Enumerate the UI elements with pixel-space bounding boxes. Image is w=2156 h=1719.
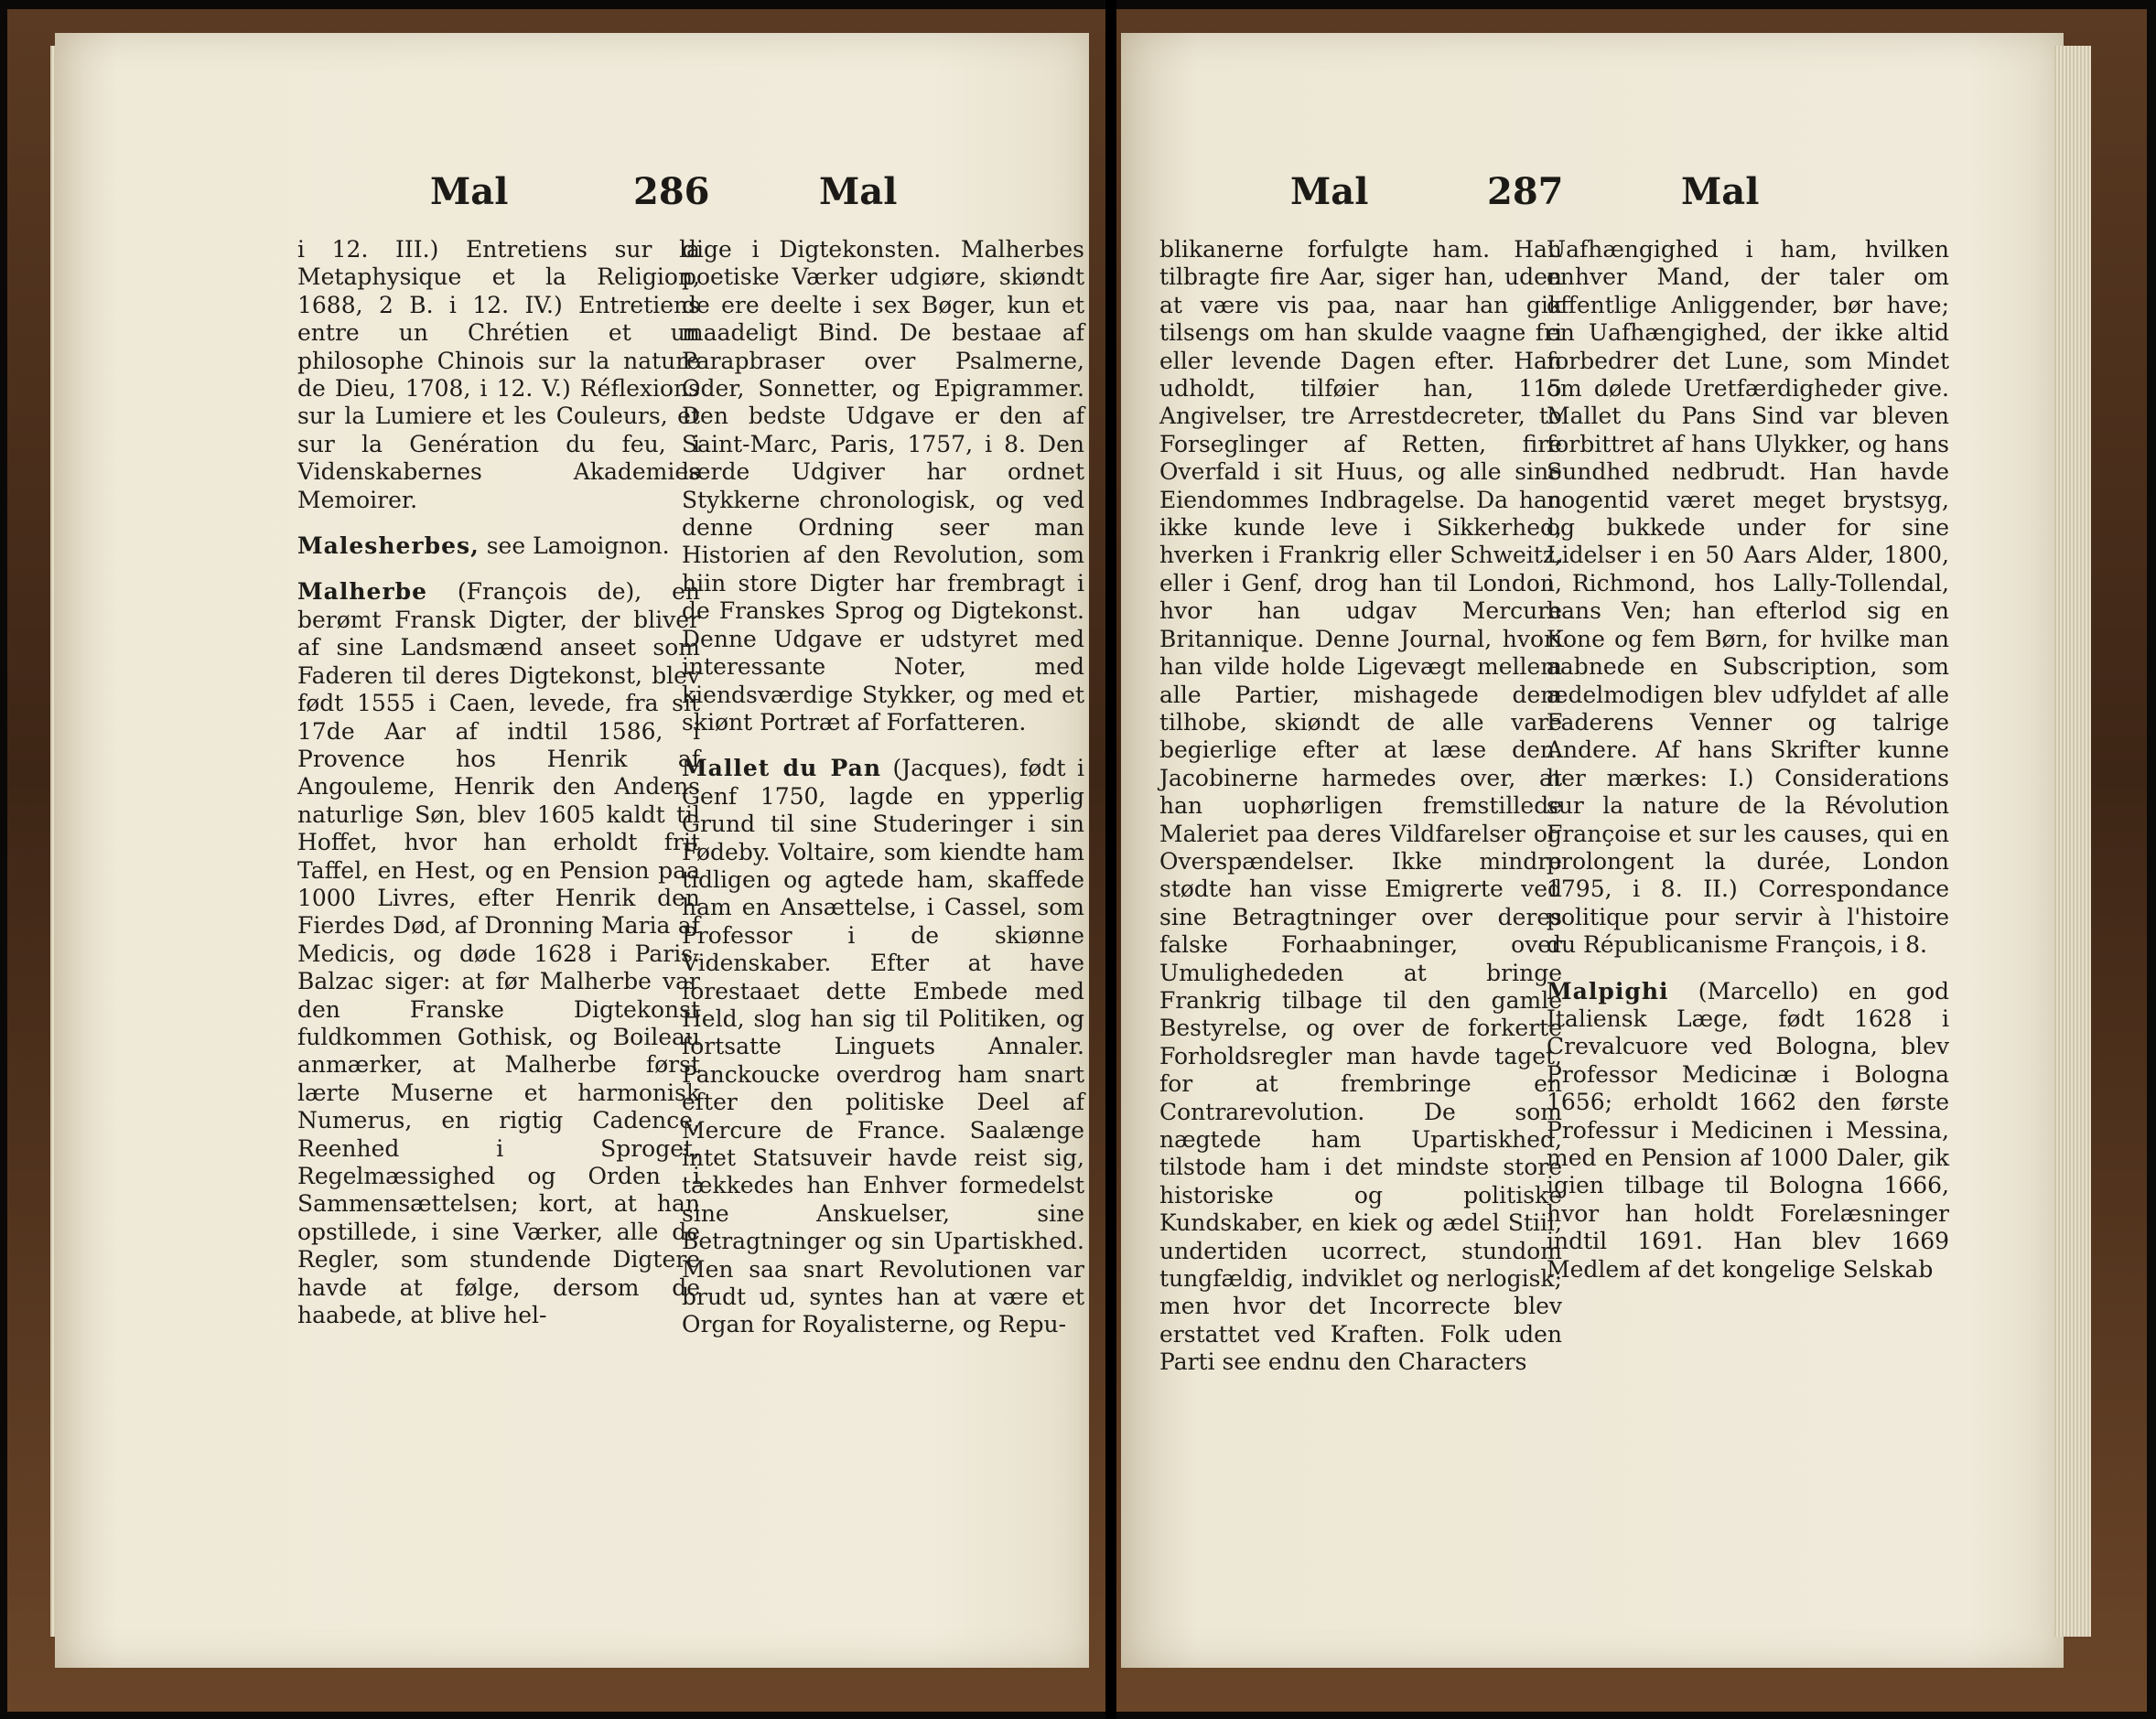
entry (1547, 236, 1949, 960)
entry-text: blikanerne forfulgte ham. Han tilbragte fire Aar, siger han, uden at være vis paa, naar han gik tilsengs om han skulde vaagne fri eller levende Dagen efter. Han udholdt, tilføier han, 115 Angivelser, tre Arrestdecreter, to Forseglinger af Retten, fire Overfald i sit Huus, og alle sine Eiendommes Indbragelse. Da han ikke kunde leve i Sikkerhed, hverken i Frankrig eller Schweitz, eller i Genf, drog han til London, hvor han udgav Mercure Britannique. Denne Journal, hvori han vilde holde Ligevægt mellem alle Partier, mishagede dem tilhobe, skiøndt de alle vare begierlige efter at læse den. Jacobinerne harmedes over, at han uophørligen fremstillede Maleriet paa deres Vildfarelser og Overspændelser. Ikke mindre stødte han visse Emigrerte ved sine Betragtninger over deres falske Forhaabninger, over Umulighededen at bringe Frankrig tilbage til den gamle Bestyrelse, og over de forkerte Forholdsregler man havde taget, for at frembringe en Contrarevolution. De som nægtede ham Upartiskhed, tilstode ham i det mindste store historiske og politiske Kundskaber, en kiek og ædel Stiil, undertiden ucorrect, stundom tungfældig, indviklet og nerlogisk; men hvor det Incorrecte blev erstattet ved Kraften. Folk uden Parti see endnu den Characters (1159, 236, 1562, 1376)
left-page-column-2 (682, 236, 1084, 1339)
entry-malpighi (1547, 978, 1949, 1284)
header-right-word: Mal (1681, 170, 1760, 213)
entry (1159, 236, 1562, 1377)
entry-text: i 12. III.) Entretiens sur la Metaphysique et la Religion, 1688, 2 B. i 12. IV.) Entretiens entre un Chrétien et un philosophe Chinois sur la nature de Dieu, 1708, i 12. V.) Réflexions sur la Lumiere et les Couleurs, et sur la Genération du feu, i Videnskabernes Akademies Memoirer. (297, 236, 700, 513)
page-number: 286 (633, 170, 710, 213)
entry-headword: Malpighi (1547, 977, 1669, 1005)
entry-text: Uafhængighed i ham, hvilken enhver Mand, der taler om offentlige Anliggender, bør have; en Uafhængighed, der ikke altid forbedrer det Lune, som Mindet om dølede Uretfærdigheder give. Mallet du Pans Sind var bleven forbittret af hans Ulykker, og hans Sundhed nedbrudt. Han havde nogentid været meget brystsyg, og bukkede under for sine Lidelser i en 50 Aars Alder, 1800, i Richmond, hos Lally-Tollendal, hans Ven; han efterlod sig en Kone og fem Børn, for hvilke man aabnede en Subscription, som ædelmodigen blev udfyldet af alle Faderens Venner og talrige Andere. Af hans Skrifter kunne her mærkes: I.) Considerations sur la nature de la Révolution Françoise et sur les causes, qui en prolongent la durée, London 1795, i 8. II.) Correspondance politique pour servir à l'histoire du Républicanisme François, i 8. (1547, 236, 1949, 959)
entry-headword: Mallet du Pan (682, 755, 882, 782)
right-page (1121, 33, 2064, 1668)
entry (297, 236, 700, 514)
header-left-word: Mal (430, 170, 509, 213)
entry-headword: Malesherbes, (297, 532, 480, 560)
right-page-column-2 (1547, 236, 1949, 1284)
left-page-column-1 (297, 236, 700, 1329)
entry-text: dige i Digtekonsten. Malherbes poetiske Værker udgiøre, skiøndt de ere deelte i sex Bøger, kun et maadeligt Bind. De bestaae af Parapbraser over Psalmerne, Oder, Sonnetter, og Epigrammer. Den bedste Udgave er den af Saint-Marc, Paris, 1757, i 8. Den lærde Udgiver har ordnet Stykkerne chronologisk, og ved denne Ordning seer man Historien af den Revolution, som hiin store Digter har frembragt i de Franskes Sprog og Digtekonst. Denne Udgave er udstyret med interessante Noter, med kiendsværdige Stykker, og med et skiønt Portræt af Forfatteren. (682, 236, 1084, 736)
spread-divider (1105, 0, 1116, 1719)
page-number: 287 (1487, 170, 1564, 213)
entry-malherbe (297, 578, 700, 1329)
entry-headword: Malherbe (297, 578, 428, 606)
right-page-column-1 (1159, 236, 1562, 1377)
left-page (55, 33, 1089, 1668)
entry-mallet-du-pan (682, 755, 1084, 1339)
entry-text: (François de), en berømt Fransk Digter, der bliver af sine Landsmænd anseet som Faderen til deres Digtekonst, blev født 1555 i Caen, levede, fra sit 17de Aar af indtil 1586, i Provence hos Henrik af Angouleme, Henrik den Andens naturlige Søn, blev 1605 kaldt til Hoffet, hvor han erholdt frit Taffel, en Hest, og en Pension paa 1000 Livres, efter Henrik den Fierdes Død, af Dronning Maria af Medicis, og døde 1628 i Paris. Balzac siger: at før Malherbe var den Franske Digtekonst fuldkommen Gothisk, og Boileau anmærker, at Malherbe først lærte Muserne et harmonisk Numerus, en rigtig Cadence, Reenhed i Sproget, Regelmæssighed og Orden i Sammensættelsen; kort, at han opstillede, i sine Værker, alle de Regler, som stundende Digtere havde at følge, dersom de haabede, at blive hel- (297, 578, 700, 1329)
entry-text: (Marcello) en god Italiensk Læge, født 1628 i Crevalcuore ved Bologna, blev Professor Medicinæ i Bologna 1656; erholdt 1662 den første Professur i Medicinen i Messina, med en Pension af 1000 Daler, gik igien tilbage til Bologna 1666, hvor han holdt Forelæsninger indtil 1691. Han blev 1669 Medlem af det kongelige Selskab (1547, 977, 1949, 1283)
header-left-word: Mal (1290, 170, 1369, 213)
entry-text: (Jacques), født i Genf 1750, lagde en ypperlig Grund til sine Studeringer i sin Fødeby. Voltaire, som kiendte ham tidligen og agtede ham, skaffede ham en Ansættelse, i Cassel, som Professor i de skiønne Videnskaber. Efter at have forestaaet dette Embede med Held, slog han sig til Politiken, og fortsatte Linguets Annaler. Panckoucke overdrog ham snart efter den politiske Deel af Mercure de France. Saalænge intet Statsuveir havde reist sig, tækkedes han Enhver formedelst sine Anskuelser, sine Betragtninger og sin Upartiskhed. Men saa snart Revolutionen var brudt ud, syntes han at være et Organ for Royalisterne, og Repu- (682, 755, 1084, 1338)
entry-malesherbes (297, 532, 700, 560)
entry (682, 236, 1084, 736)
entry-text: see Lamoignon. (479, 532, 670, 560)
right-page-edges (2054, 46, 2091, 1637)
page-header (1121, 170, 2064, 225)
page-header (55, 170, 1089, 225)
header-right-word: Mal (819, 170, 898, 213)
